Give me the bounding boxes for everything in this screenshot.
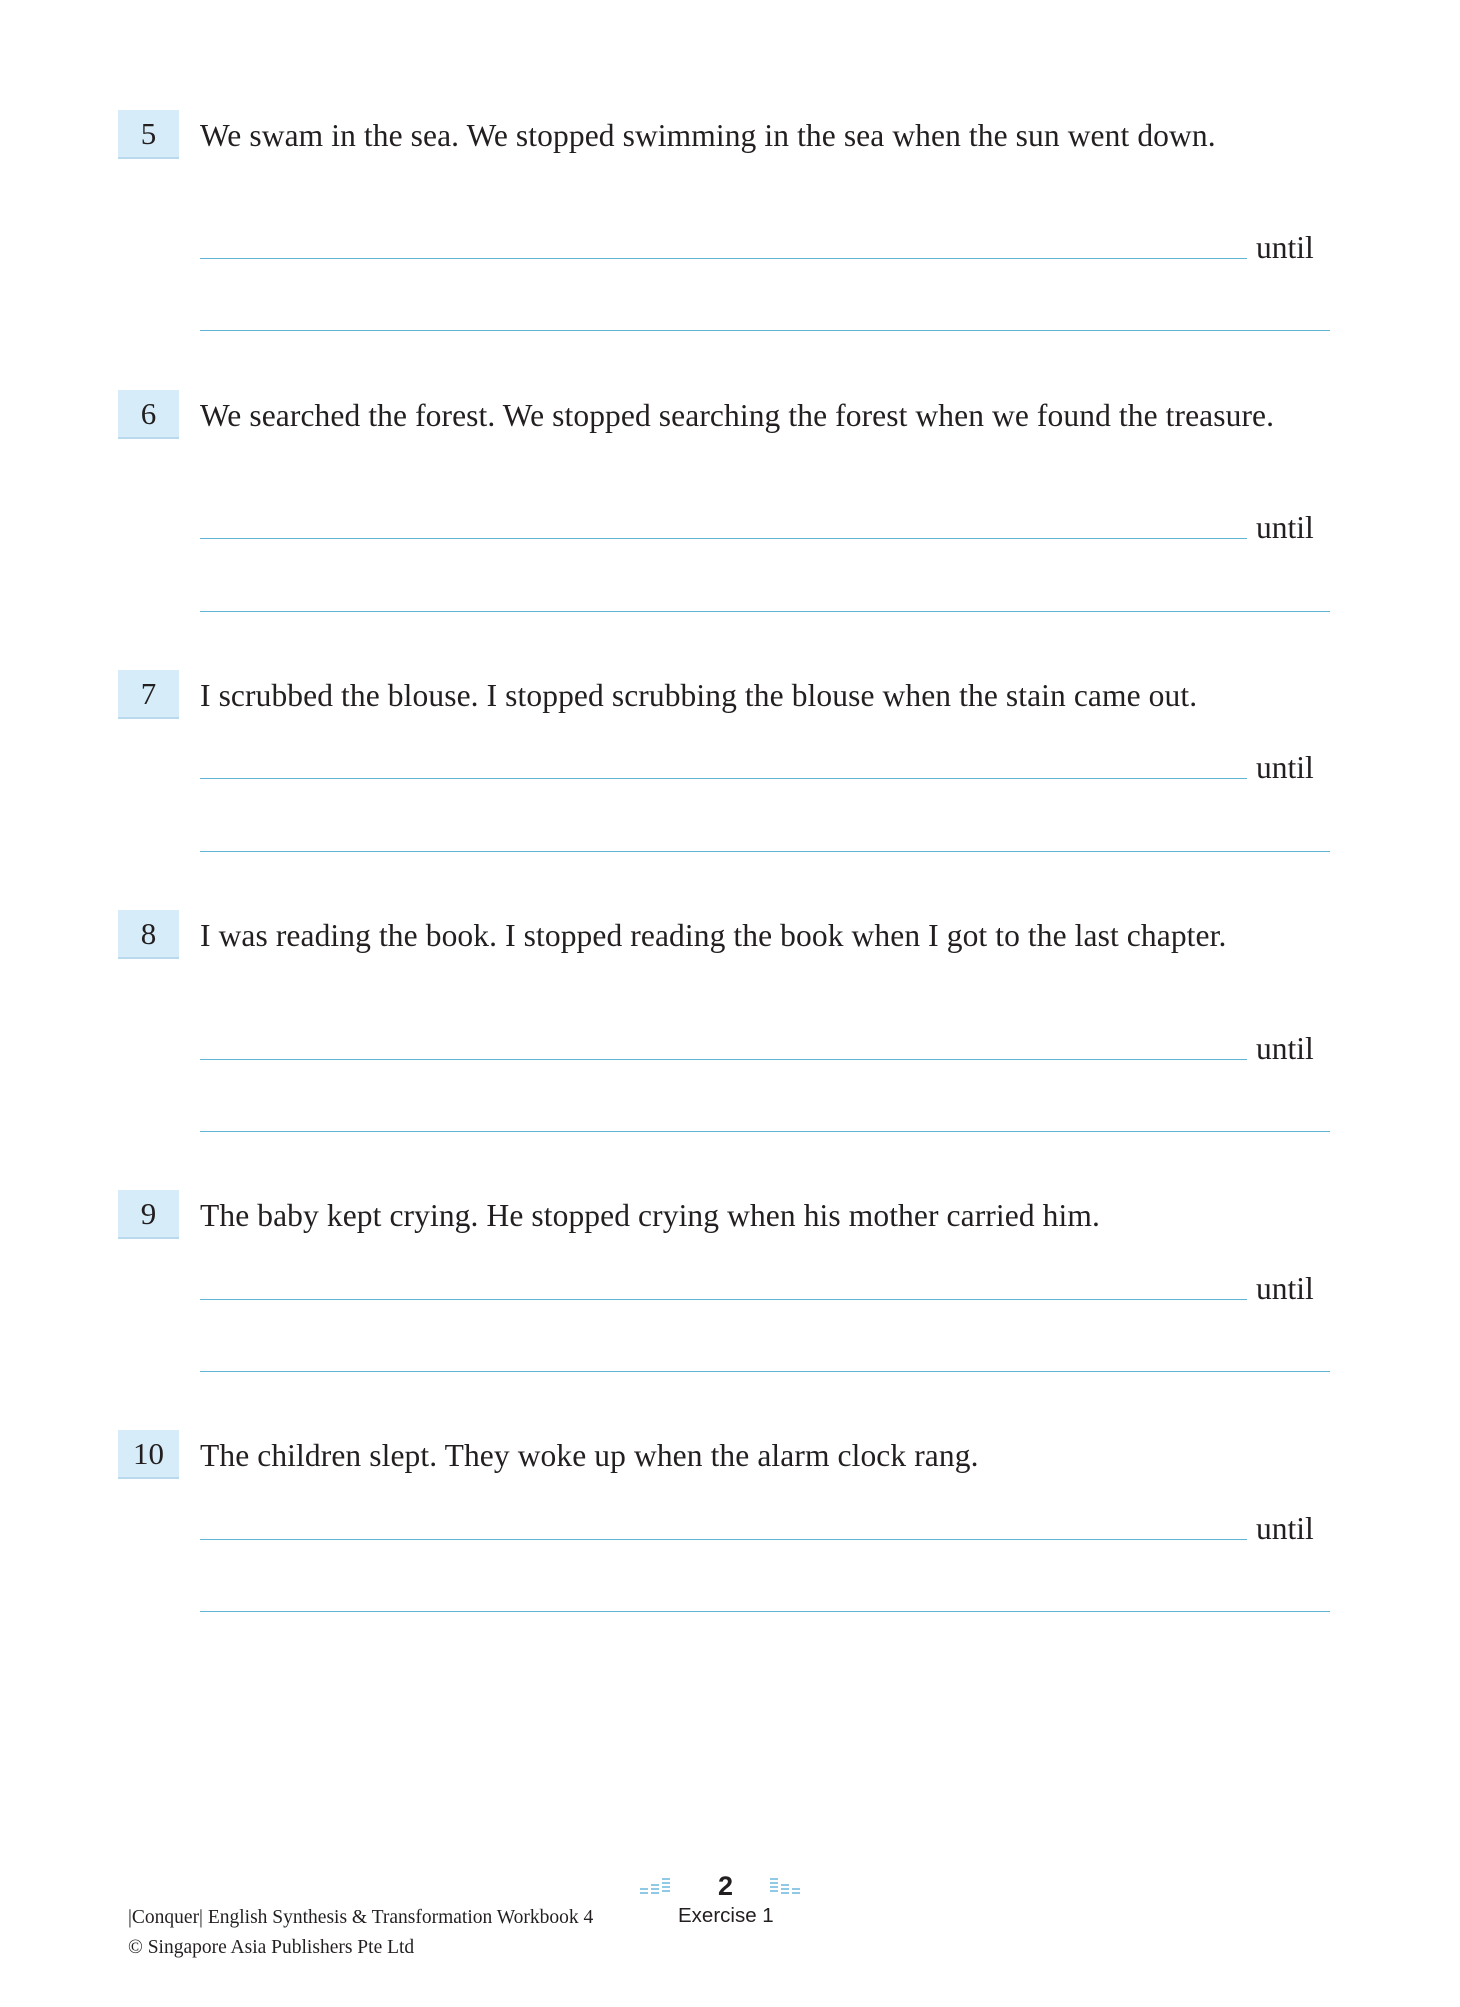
question-7 — [118, 670, 1330, 860]
connector-word: until — [1256, 1031, 1314, 1066]
question-text: We swam in the sea. We stopped swimming in the sea when the sun went down. — [200, 118, 1216, 153]
question-number: 9 — [118, 1190, 179, 1239]
page-number-decoration-right — [770, 1878, 800, 1894]
page-number-decoration-left — [640, 1878, 670, 1894]
answer-line[interactable] — [200, 1299, 1247, 1300]
answer-line[interactable] — [200, 1131, 1330, 1132]
exercise-label: Exercise 1 — [678, 1904, 774, 1927]
question-number: 8 — [118, 910, 179, 959]
answer-line[interactable] — [200, 538, 1247, 539]
page-number: 2 — [718, 1871, 734, 1901]
question-number: 7 — [118, 670, 179, 719]
answer-line[interactable] — [200, 1059, 1247, 1060]
connector-word: until — [1256, 230, 1314, 265]
question-number: 6 — [118, 390, 179, 439]
answer-line[interactable] — [200, 1371, 1330, 1372]
answer-line[interactable] — [200, 1539, 1247, 1540]
question-number: 10 — [118, 1430, 179, 1479]
question-text: I was reading the book. I stopped reading the book when I got to the last chapter. — [200, 918, 1227, 953]
question-10 — [118, 1430, 1330, 1620]
book-title: |Conquer| English Synthesis & Transformation Workbook 4 — [128, 1907, 594, 1928]
question-text: The children slept. They woke up when the alarm clock rang. — [200, 1438, 979, 1473]
connector-word: until — [1256, 1271, 1314, 1306]
question-8 — [118, 910, 1330, 1140]
question-6 — [118, 390, 1330, 620]
question-text: I scrubbed the blouse. I stopped scrubbing the blouse when the stain came out. — [200, 678, 1198, 713]
answer-line[interactable] — [200, 611, 1330, 612]
connector-word: until — [1256, 750, 1314, 785]
question-number: 5 — [118, 110, 179, 159]
answer-line[interactable] — [200, 1611, 1330, 1612]
question-5 — [118, 110, 1330, 340]
question-text: The baby kept crying. He stopped crying when his mother carried him. — [200, 1198, 1100, 1233]
question-text: We searched the forest. We stopped searching the forest when we found the treasure. — [200, 398, 1275, 433]
answer-line[interactable] — [200, 330, 1330, 331]
question-9 — [118, 1190, 1330, 1380]
answer-line[interactable] — [200, 851, 1330, 852]
answer-line[interactable] — [200, 258, 1247, 259]
answer-line[interactable] — [200, 778, 1247, 779]
connector-word: until — [1256, 510, 1314, 545]
copyright: © Singapore Asia Publishers Pte Ltd — [128, 1937, 415, 1958]
connector-word: until — [1256, 1511, 1314, 1546]
